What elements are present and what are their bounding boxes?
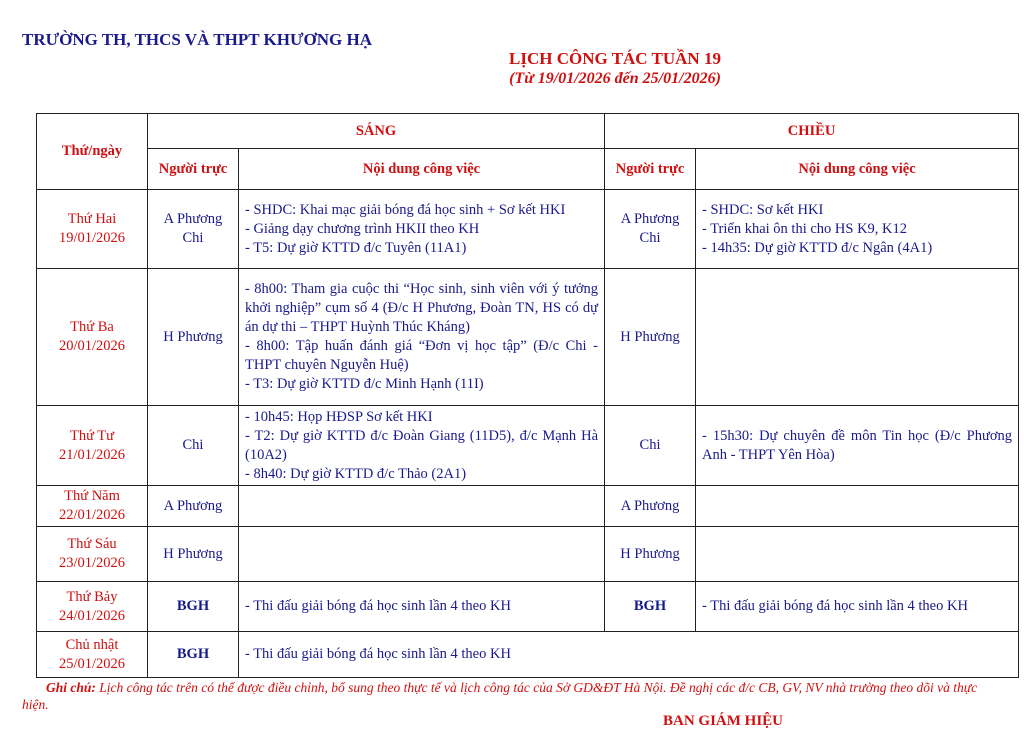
task-item: - T3: Dự giờ KTTD đ/c Minh Hạnh (11I) <box>245 376 484 392</box>
day-name: Thứ Tư <box>69 427 115 444</box>
day-name: Thứ Ba <box>70 319 114 335</box>
afternoon-person: H Phương <box>605 269 696 406</box>
afternoon-person: BGH <box>605 582 696 632</box>
table-row <box>37 406 1019 486</box>
day-date: 22/01/2026 <box>58 507 126 523</box>
day-cell <box>37 190 148 269</box>
task-item: - Thi đấu giải bóng đá học sinh lần 4 theo KH <box>245 598 511 614</box>
afternoon-person-header: Người trực <box>605 149 696 190</box>
task-item: - SHDC: Khai mạc giải bóng đá học sinh + Sơ kết HKI <box>245 201 566 218</box>
afternoon-person: Chi <box>605 406 696 486</box>
morning-header: SÁNG <box>148 114 605 149</box>
date-range: (Từ 19/01/2026 đến 25/01/2026) <box>509 70 721 87</box>
afternoon-content-header: Nội dung công việc <box>696 149 1019 190</box>
morning-content <box>239 190 605 269</box>
day-date: 25/01/2026 <box>58 655 126 672</box>
day-name: Chủ nhật <box>65 636 119 653</box>
table-row <box>37 527 1019 582</box>
day-date: 20/01/2026 <box>58 338 126 354</box>
morning-person: A Phương Chi <box>148 190 239 269</box>
morning-content <box>239 632 1019 678</box>
task-item: - 14h35: Dự giờ KTTD đ/c Ngân (4A1) <box>702 239 933 256</box>
morning-person: BGH <box>148 582 239 632</box>
morning-person-header: Người trực <box>148 149 239 190</box>
morning-person: A Phương <box>148 486 239 527</box>
task-item: - Triển khai ôn thi cho HS K9, K12 <box>702 220 908 237</box>
afternoon-content <box>696 527 1019 582</box>
day-name: Thứ Năm <box>64 488 120 504</box>
table-row <box>37 190 1019 269</box>
task-item: - Thi đấu giải bóng đá học sinh lần 4 theo KH <box>702 598 968 614</box>
task-item: - 8h00: Tập huấn đánh giá “Đơn vị học tập” (Đ/c Chi - THPT chuyên Nguyễn Huệ) <box>245 338 599 373</box>
day-date: 19/01/2026 <box>58 230 126 246</box>
day-date: 21/01/2026 <box>58 446 126 463</box>
day-name: Thứ Hai <box>67 211 117 227</box>
school-name: TRƯỜNG TH, THCS VÀ THPT KHƯƠNG HẠ <box>22 30 372 49</box>
morning-content <box>239 582 605 632</box>
day-header: Thứ/ngày <box>37 114 148 190</box>
afternoon-content <box>696 190 1019 269</box>
day-date: 23/01/2026 <box>58 555 126 571</box>
day-name: Thứ Sáu <box>67 536 117 552</box>
table-row <box>37 486 1019 527</box>
signature-title: BAN GIÁM HIỆU <box>663 713 784 729</box>
morning-person: H Phương <box>148 527 239 582</box>
page-title: LỊCH CÔNG TÁC TUẦN 19 <box>509 49 721 68</box>
afternoon-person: A Phương Chi <box>605 190 696 269</box>
table-row <box>37 582 1019 632</box>
afternoon-person: H Phương <box>605 527 696 582</box>
day-cell <box>37 632 148 678</box>
afternoon-header: CHIỀU <box>605 114 1019 149</box>
table-row <box>37 269 1019 406</box>
day-cell <box>37 527 148 582</box>
morning-content <box>239 269 605 406</box>
morning-person: Chi <box>148 406 239 486</box>
task-item: - 15h30: Dự chuyên đề môn Tin học (Đ/c Phương Anh - THPT Yên Hòa) <box>702 427 1013 463</box>
afternoon-person: A Phương <box>605 486 696 527</box>
morning-content-header: Nội dung công việc <box>239 149 605 190</box>
afternoon-content <box>696 582 1019 632</box>
afternoon-content <box>696 486 1019 527</box>
morning-person: H Phương <box>148 269 239 406</box>
day-cell <box>37 486 148 527</box>
note-label: Ghi chú: <box>46 680 96 695</box>
task-item: - 8h00: Tham gia cuộc thi “Học sinh, sinh viên với ý tưởng khởi nghiệp” cụm số 4 (Đ/c H Phương, Đoàn TN, HS có dự án dự thi – THPT Huỳnh Thúc Kháng) <box>245 281 599 335</box>
task-item: - Giảng dạy chương trình HKII theo KH <box>245 220 480 237</box>
day-cell <box>37 406 148 486</box>
note-text: Lịch công tác trên có thể được điều chỉnh, bổ sung theo thực tế và lịch công tác của Sở GD&ĐT Hà Nội. Đề nghị các đ/c CB, GV, NV nhà trường theo dõi và thực hiện. <box>22 680 978 712</box>
day-cell <box>37 582 148 632</box>
task-item: - Thi đấu giải bóng đá học sinh lần 4 theo KH <box>245 646 511 662</box>
task-item: - 10h45: Họp HĐSP Sơ kết HKI <box>245 408 433 425</box>
morning-content <box>239 486 605 527</box>
task-item: - T2: Dự giờ KTTD đ/c Đoàn Giang (11D5), đ/c Mạnh Hà (10A2) <box>245 427 599 463</box>
morning-person: BGH <box>148 632 239 678</box>
morning-content <box>239 527 605 582</box>
afternoon-content <box>696 406 1019 486</box>
morning-content <box>239 406 605 486</box>
note <box>22 679 982 713</box>
task-item: - 8h40: Dự giờ KTTD đ/c Thảo (2A1) <box>245 465 467 482</box>
day-cell <box>37 269 148 406</box>
day-name: Thứ Bảy <box>66 588 118 605</box>
task-item: - SHDC: Sơ kết HKI <box>702 201 824 218</box>
afternoon-content <box>696 269 1019 406</box>
table-row <box>37 632 1019 678</box>
task-item: - T5: Dự giờ KTTD đ/c Tuyên (11A1) <box>245 239 467 256</box>
day-date: 24/01/2026 <box>58 607 126 624</box>
schedule-table <box>36 113 1019 678</box>
